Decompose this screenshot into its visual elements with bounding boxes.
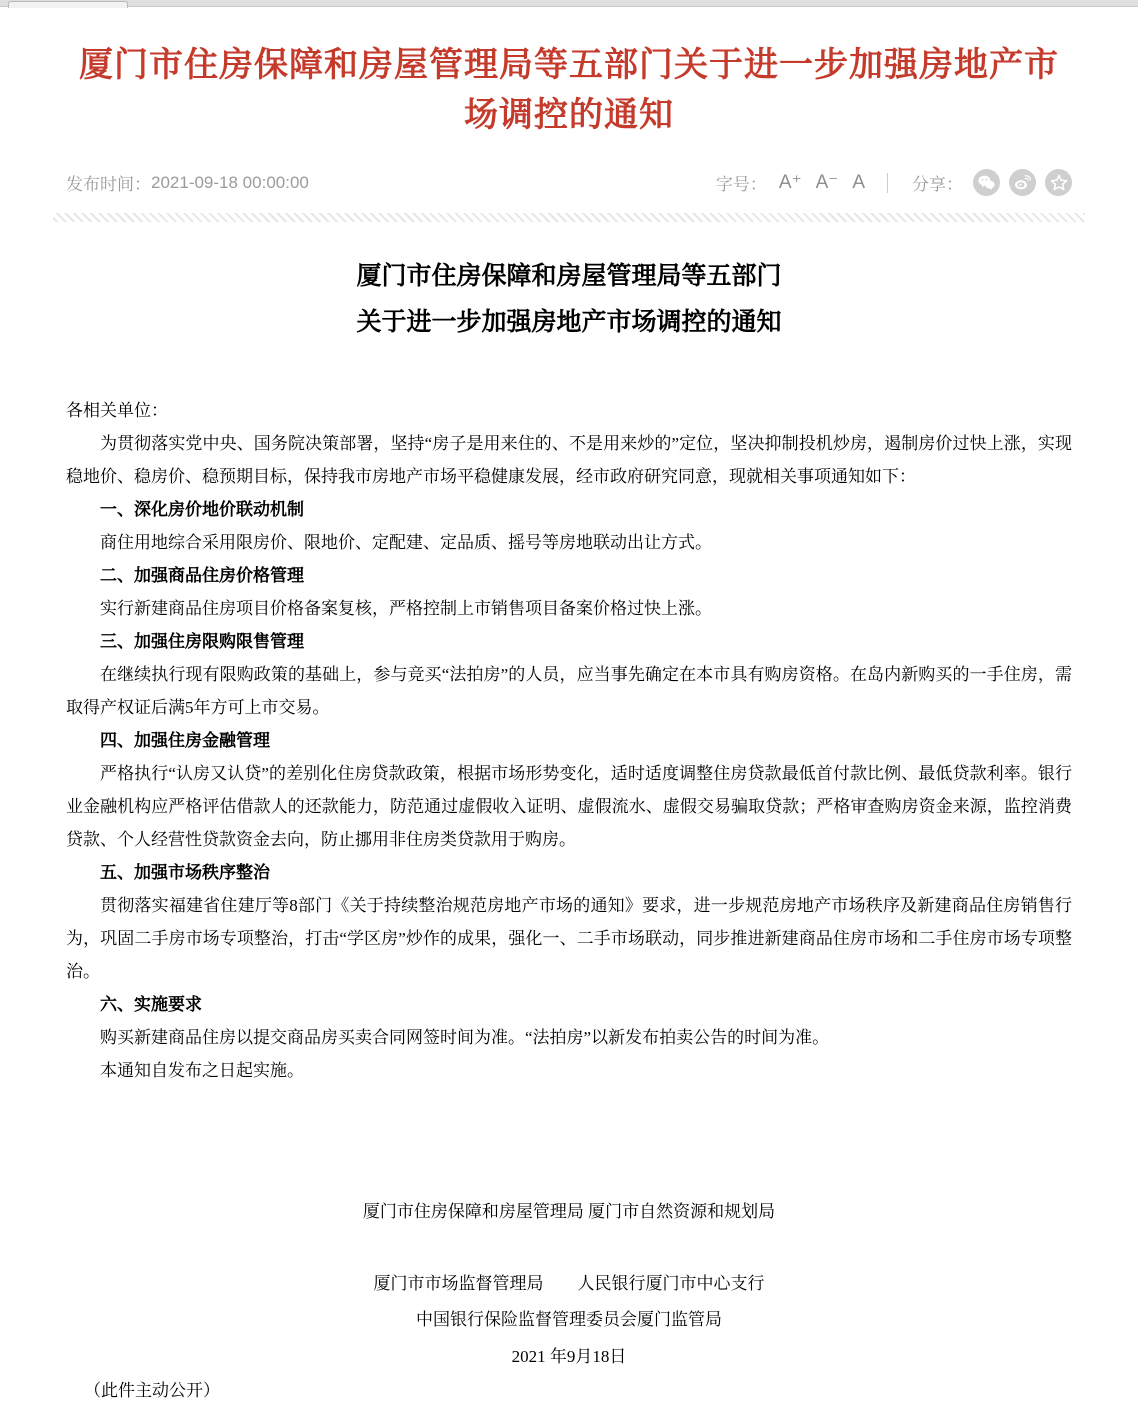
signature-line-1: 厦门市住房保障和房屋管理局 厦门市自然资源和规划局	[362, 1202, 776, 1221]
document-body	[66, 394, 1072, 1407]
top-edge-strip	[0, 0, 1138, 7]
section-3-heading: 三、加强住房限购限售管理	[100, 632, 304, 651]
section-4-paragraph: 严格执行“认房又认贷”的差别化住房贷款政策，根据市场形势变化，适时适度调整住房贷款最低首付款比例、最低贷款利率。银行业金融机构应严格评估借款人的还款能力，防范通过虚假收入证明、虚假流水、虚假交易骗取贷款；严格审查购房资金来源，监控消费贷款、个人经营性贷款资金去向，防止挪用非住房类贷款用于购房。	[66, 764, 1072, 849]
footer-note: （此件主动公开）	[84, 1381, 220, 1400]
article-title: 厦门市住房保障和房屋管理局等五部门关于进一步加强房地产市场调控的通知	[79, 47, 1059, 134]
publish-time-label: 发布时间：	[66, 175, 151, 194]
publish-time-group	[66, 170, 309, 195]
wechat-icon[interactable]	[973, 169, 1000, 196]
font-size-label: 字号：	[715, 175, 767, 194]
intro-paragraph: 为贯彻落实党中央、国务院决策部署，坚持“房子是用来住的、不是用来炒的”定位，坚决抑制投机炒房，遏制房价过快上涨，实现稳地价、稳房价、稳预期目标，保持我市房地产市场平稳健康发展，经市政府研究同意，现就相关事项通知如下：	[66, 434, 1072, 486]
section-5-heading: 五、加强市场秩序整治	[100, 863, 270, 882]
share-label: 分享：	[912, 175, 963, 194]
signature-block	[66, 1195, 1072, 1336]
signature-line-2: 厦门市市场监督管理局 人民银行厦门市中心支行	[373, 1274, 765, 1293]
section-3-paragraph: 在继续执行现有限购政策的基础上，参与竞买“法拍房”的人员，应当事先确定在本市具有购房资格。在岛内新购买的一手住房，需取得产权证后满5年方可上市交易。	[66, 665, 1072, 717]
article-meta-bar	[66, 169, 1072, 196]
browser-tab-remnant	[8, 1, 128, 8]
document-title-line2: 关于进一步加强房地产市场调控的通知	[356, 309, 782, 336]
meta-separator	[887, 173, 888, 193]
weibo-icon[interactable]	[1009, 169, 1036, 196]
section-6-paragraph-1: 购买新建商品住房以提交商品房买卖合同网签时间为准。“法拍房”以新发布拍卖公告的时间为准。	[100, 1028, 830, 1047]
section-1-paragraph: 商住用地综合采用限房价、限地价、定配建、定品质、摇号等房地联动出让方式。	[100, 533, 712, 552]
section-2-heading: 二、加强商品住房价格管理	[100, 566, 304, 585]
article-page	[0, 41, 1138, 1407]
section-2-paragraph: 实行新建商品住房项目价格备案复核，严格控制上市销售项目备案价格过快上涨。	[100, 599, 712, 618]
section-6-paragraph-2: 本通知自发布之日起实施。	[100, 1061, 304, 1080]
section-1-heading: 一、深化房价地价联动机制	[100, 500, 304, 519]
share-icons-group	[973, 169, 1072, 196]
salutation: 各相关单位：	[66, 401, 168, 420]
signature-line-3: 中国银行保险监督管理委员会厦门监管局	[416, 1310, 722, 1329]
font-increase-button[interactable]: A⁺	[778, 172, 802, 193]
font-share-group	[716, 169, 1072, 196]
favorite-star-icon[interactable]	[1045, 169, 1072, 196]
document-title-line1: 厦门市住房保障和房屋管理局等五部门	[356, 263, 782, 290]
section-5-paragraph: 贯彻落实福建省住建厅等8部门《关于持续整治规范房地产市场的通知》要求，进一步规范房地产市场秩序及新建商品住房销售行为，巩固二手房市场专项整治，打击“学区房”炒作的成果，强化一、二手市场联动，同步推进新建商品住房市场和二手住房市场专项整治。	[66, 896, 1072, 981]
document-date: 2021 年9月18日	[511, 1347, 627, 1366]
document-title	[66, 254, 1072, 346]
section-4-heading: 四、加强住房金融管理	[100, 731, 270, 750]
publish-time-value: 2021-09-18 00:00:00	[151, 172, 309, 192]
hatched-divider	[53, 213, 1085, 222]
section-6-heading: 六、实施要求	[100, 995, 202, 1014]
font-default-button[interactable]: A	[852, 171, 865, 193]
font-decrease-button[interactable]: A⁻	[815, 172, 839, 193]
